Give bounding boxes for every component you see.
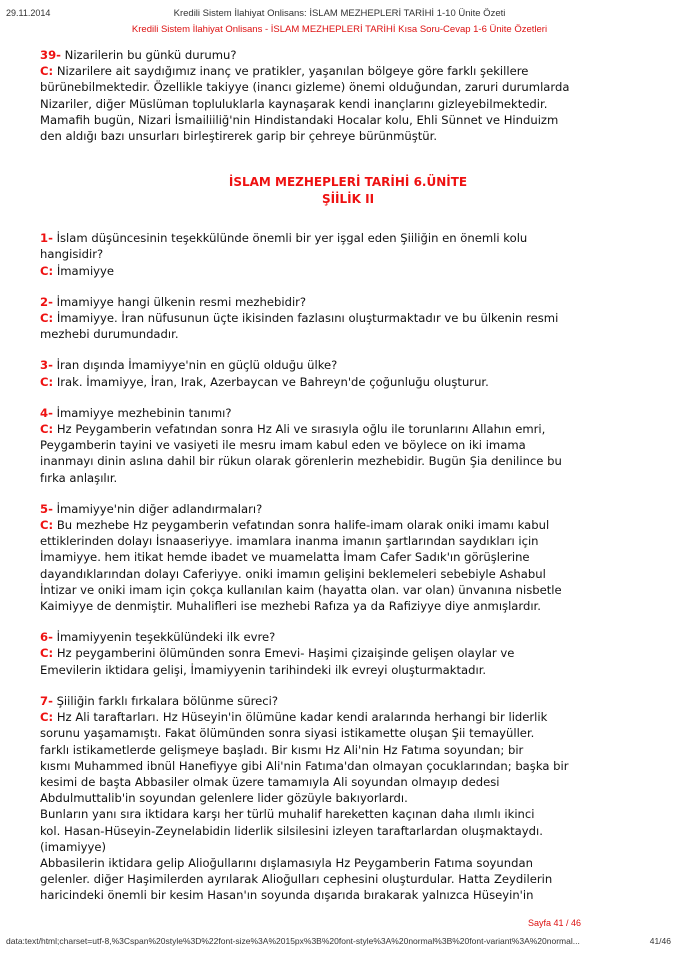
answer-line: sorunu yaşamamıştı. Fakat ölümünden sonra siyasi istikamette oluşan Şii temayüller.: [40, 726, 535, 741]
answer-line: kol. Hasan-Hüseyin-Zeynelabidin liderlik silsilesini izleyen taraftarlardan oluşmaktaydı.: [40, 823, 543, 838]
footer-url: data:text/html;charset=utf-8,%3Cspan%20style%3D%22font-size%3A%2015px%3B%20font-style%3A%20normal%3B%20font-variant%3A%20normal...: [6, 936, 580, 946]
answer-line: ettiklerinden dolayı İsnaaseriyye. imamlara inanma imanın şartlarından saydıkları için: [40, 534, 539, 549]
answer-line: C: İmamiyye: [40, 263, 115, 278]
question-number: 1-: [40, 231, 53, 246]
answer-line: Nizariler, diğer Müslüman topluluklarla kaynaşarak kendi inançlarını gizleyebilmektedir.: [40, 96, 548, 111]
answer-line: C: Hz peygamberini ölümünden sonra Emevi- Haşimi çizaişinde gelişen olaylar ve: [40, 646, 515, 661]
answer-line: Peygamberin tayini ve vasiyeti ile mesru imam kabul eden ve böylece on iki imama: [40, 438, 526, 453]
answer-line: bürünebilmektedir. Özellikle takiyye (inancı gizleme) önemi olduğundan, zaruri durumlarda: [40, 80, 570, 95]
question-line: 6- İmamiyyenin teşekkülündeki ilk evre?: [40, 630, 276, 645]
answer-label: C:: [40, 646, 54, 661]
question-line: 4- İmamiyye mezhebinin tanımı?: [40, 405, 232, 420]
qa-item-4: [40, 405, 656, 486]
document-body: [40, 47, 656, 919]
qa-item-7: [40, 693, 656, 904]
unit-heading: [40, 174, 656, 208]
answer-line: den aldığı bazı unsurları birleştirerek garip bir çehreye bürünmüştür.: [40, 129, 438, 144]
page-indicator: Sayfa 41 / 46: [527, 918, 581, 928]
answer-label: C:: [40, 374, 54, 389]
question-number: 6-: [40, 630, 53, 645]
question-number: 5-: [40, 501, 53, 516]
answer-line: Abbasilerin iktidara gelip Alioğullarını dışlamasıyla Hz Peygamberin Fatıma soyundan: [40, 855, 533, 870]
answer-line: İntizar ve oniki imam için çokça kullanılan kaim (hayatta olan. var olan) ünvanına nisbetle: [40, 582, 562, 597]
question-line: 1- İslam düşüncesinin teşekkülünde önemli bir yer işgal eden Şiiliğin en önemli kolu: [40, 231, 528, 246]
qa-item-3: [40, 357, 656, 389]
qa-item-39: [40, 47, 656, 144]
answer-label: C:: [40, 422, 54, 437]
footer-page-number: 41/46: [649, 936, 671, 946]
answer-line: C: Hz Ali taraftarları. Hz Hüseyin'in ölümüne kadar kendi aralarında herhangi bir liderlik: [40, 710, 548, 725]
question-line: 7- Şiiliğin farklı fırkalara bölünme süreci?: [40, 693, 279, 708]
question-line: 5- İmamiyye'nin diğer adlandırmaları?: [40, 501, 263, 516]
answer-line: C: Bu mezhebe Hz peygamberin vefatından sonra halife-imam olarak oniki imamı kabul: [40, 518, 550, 533]
answer-line: fırka anlaşılır.: [40, 470, 118, 485]
answer-label: C:: [40, 64, 54, 79]
answer-line: (imamiyye): [40, 839, 107, 854]
answer-line: İmamiyye. hem itikat hemde ibadet ve muamelatta İmam Cafer Sadık'ın görüşlerine: [40, 550, 530, 565]
answer-line: haricindeki önemli bir kesim Hasan'ın soyunda dışarıda bırakarak yalnızca Hüseyin'in: [40, 888, 534, 903]
qa-item-5: [40, 501, 656, 614]
answer-label: C:: [40, 710, 54, 725]
answer-line: kesimi de başta Abbasiler olmak üzere tamamıyla Ali soyundan olmayıp dedesi: [40, 774, 500, 789]
question-number: 39-: [40, 48, 61, 62]
qa-item-6: [40, 629, 656, 678]
answer-line: Abdulmuttalib'in soyundan gelenlere lider gözüyle bakıyorlardı.: [40, 791, 408, 806]
answer-line: C: Nizarilere ait saydığımız inanç ve pratikler, yaşanılan bölgeye göre farklı şekillere: [40, 64, 529, 79]
answer-line: Kaimiyye de denmiştir. Muhalifleri ise mezhebi Rafıza ya da Rafiziyye diye anmışlardır.: [40, 599, 541, 614]
question-text: Nizarilerin bu günkü durumu?: [64, 48, 237, 62]
answer-line: Bunların yanı sıra iktidara karşı her türlü muhalif hareketten kaçınan daha ılımlı ikinci: [40, 807, 535, 822]
question-line: hangisidir?: [40, 247, 104, 262]
answer-line: gelenler. diğer Haşimilerden ayrılarak Alioğulları cephesini oluşturdular. Hatta Zeydilerin: [40, 872, 553, 887]
answer-label: C:: [40, 518, 54, 533]
answer-line: C: Hz Peygamberin vefatından sonra Hz Ali ve sırasıyla oğlu ile torunlarını Allahın emri,: [40, 422, 546, 437]
unit-title: İSLAM MEZHEPLERİ TARİHİ 6.ÜNİTE: [228, 175, 468, 190]
question-line: 3- İran dışında İmamiyye'nin en güçlü olduğu ülke?: [40, 358, 338, 373]
answer-line: Mamafih bugün, Nizari İsmailiiliğ'nin Hindistandaki Hocalar kolu, Ehli Sünnet ve Hinduizm: [40, 112, 559, 127]
qa-item-1: [40, 230, 656, 279]
qa-item-2: [40, 294, 656, 343]
question-number: 7-: [40, 693, 53, 708]
answer-line: farklı istikametlerde gelişmeye başladı. Bir kısmı Hz Ali'nin Hz Fatıma soyundan; bir: [40, 742, 524, 757]
unit-subtitle: ŞİİLİK II: [321, 192, 375, 207]
question-number: 4-: [40, 405, 53, 420]
print-date: 29.11.2014: [6, 8, 51, 18]
answer-line: C: Irak. İmamiyye, İran, Irak, Azerbaycan ve Bahreyn'de çoğunluğu oluşturur.: [40, 374, 489, 389]
document-title: Kredili Sistem İlahiyat Onlisans: İSLAM MEZHEPLERİ TARİHİ 1-10 Ünite Özeti: [173, 8, 506, 19]
answer-line: mezhebi durumundadır.: [40, 327, 179, 342]
question-number: 2-: [40, 294, 53, 309]
question-number: 3-: [40, 358, 53, 373]
answer-line: Emevilerin iktidara gelişi, İmamiyyenin tarihindeki ilk evreyi oluşturmaktadır.: [40, 662, 487, 677]
question-line: 2- İmamiyye hangi ülkenin resmi mezhebidir?: [40, 294, 307, 309]
answer-label: C:: [40, 263, 54, 278]
question-line: [40, 47, 656, 63]
answer-line: dayandıklarından dolayı Caferiyye. oniki imamın gelişini beklemeleri sebebiyle Ashabul: [40, 566, 546, 581]
answer-line: C: İmamiyye. İran nüfusunun üçte ikisinden fazlasını oluşturmaktadır ve bu ülkenin resmi: [40, 311, 559, 326]
answer-line: inanmayı dinin aslına dahil bir rükun olarak görenlerin mezhebidir. Bugün Şia denilince bu: [40, 454, 562, 469]
answer-label: C:: [40, 311, 54, 326]
document-subtitle: Kredili Sistem İlahiyat Onlisans - İSLAM MEZHEPLERİ TARİHİ Kısa Soru-Cevap 1-6 Ünite Özetleri: [131, 24, 548, 35]
answer-line: kısmı Muhammed ibnül Hanefiyye gibi Ali'nin Fatıma'dan olmayan çocuklarından; başka bir: [40, 758, 569, 773]
